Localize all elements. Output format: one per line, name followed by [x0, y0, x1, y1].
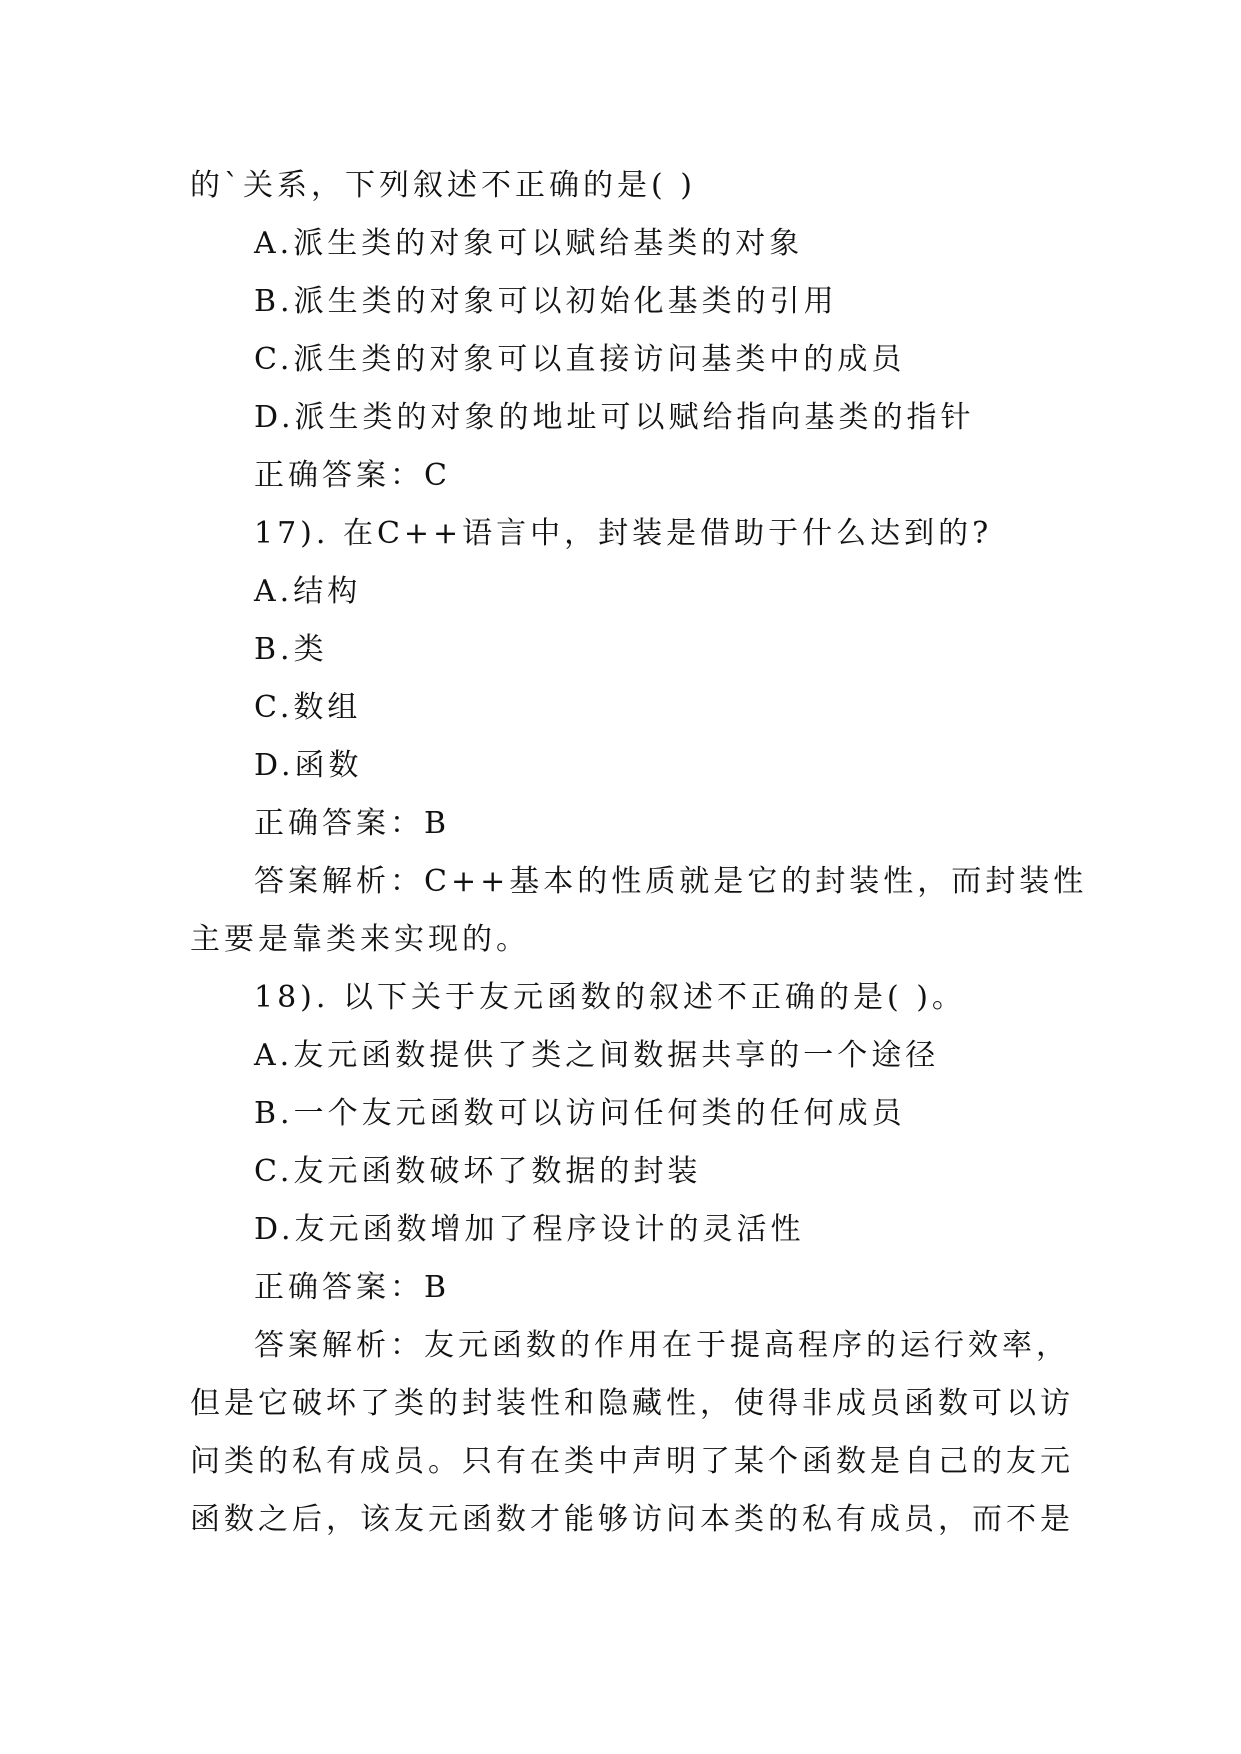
- option-line: B.类: [254, 632, 328, 667]
- explanation-line: 问类的私有成员。只有在类中声明了某个函数是自己的友元: [190, 1444, 1074, 1479]
- option-line: D.函数: [254, 748, 363, 783]
- explanation-line: 函数之后，该友元函数才能够访问本类的私有成员，而不是: [190, 1502, 1074, 1537]
- option-line: A.结构: [254, 574, 362, 609]
- option-line: B.派生类的对象可以初始化基类的引用: [254, 284, 838, 319]
- explanation-line: 答案解析：C++基本的性质就是它的封装性，而封装性: [254, 864, 1088, 899]
- explanation-line: 答案解析：友元函数的作用在于提高程序的运行效率，: [254, 1328, 1070, 1363]
- explanation-line: 主要是靠类来实现的。: [190, 922, 530, 957]
- option-line: B.一个友元函数可以访问任何类的任何成员: [254, 1096, 906, 1131]
- text-line: 的`关系，下列叙述不正确的是( ): [190, 168, 696, 203]
- question-line: 17). 在C++语言中，封装是借助于什么达到的?: [254, 516, 993, 551]
- option-line: C.友元函数破坏了数据的封装: [254, 1154, 702, 1189]
- question-line: 18). 以下关于友元函数的叙述不正确的是( )。: [254, 980, 966, 1015]
- option-line: D.友元函数增加了程序设计的灵活性: [254, 1212, 805, 1247]
- answer-line: 正确答案：B: [254, 806, 451, 841]
- option-line: C.数组: [254, 690, 362, 725]
- option-line: A.派生类的对象可以赋给基类的对象: [254, 226, 804, 261]
- answer-line: 正确答案：C: [254, 458, 451, 493]
- answer-line: 正确答案：B: [254, 1270, 451, 1305]
- option-line: C.派生类的对象可以直接访问基类中的成员: [254, 342, 906, 377]
- option-line: D.派生类的对象的地址可以赋给指向基类的指针: [254, 400, 975, 435]
- explanation-line: 但是它破坏了类的封装性和隐藏性，使得非成员函数可以访: [190, 1386, 1074, 1421]
- option-line: A.友元函数提供了类之间数据共享的一个途径: [254, 1038, 940, 1073]
